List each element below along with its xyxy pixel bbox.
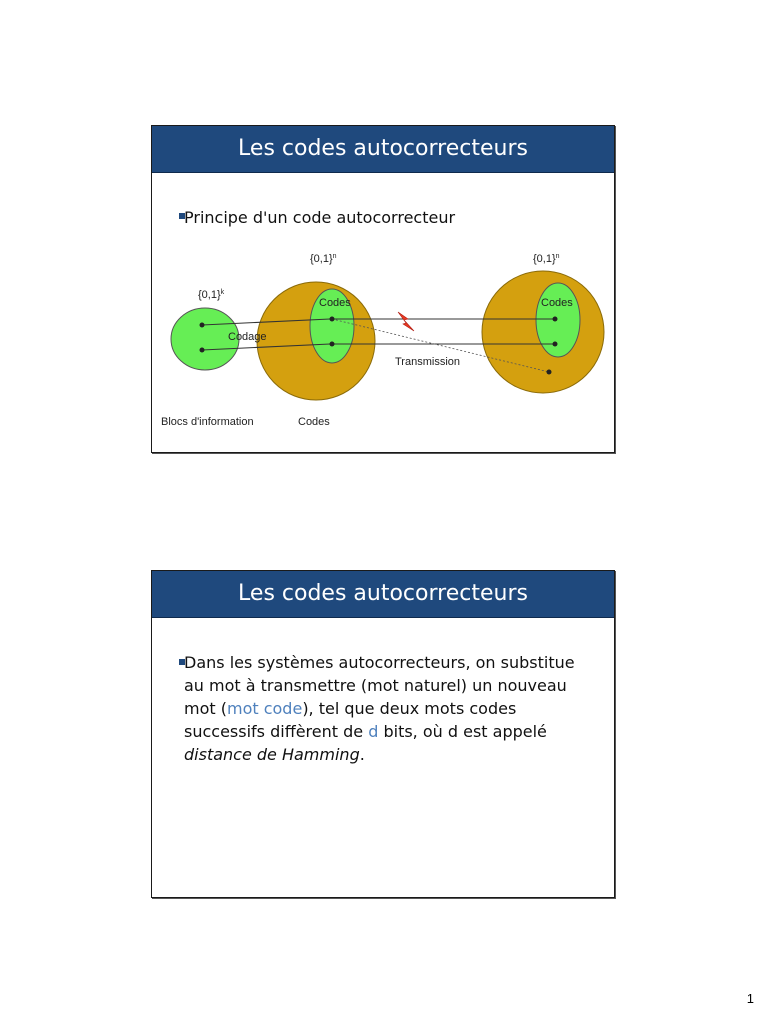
slide-title: Les codes autocorrecteurs xyxy=(152,571,614,618)
page-number: 1 xyxy=(746,991,754,1006)
blocs-label: Blocs d'information xyxy=(161,416,254,428)
point-received-1 xyxy=(553,317,558,322)
hamming-paragraph xyxy=(184,651,594,766)
set-n-label-left: $\{0,1\}^n$ xyxy=(310,253,337,265)
slide-1 xyxy=(151,125,615,453)
set-n-label-right: $\{0,1\}^n$ xyxy=(533,253,560,265)
codes-bottom-label: Codes xyxy=(298,416,330,428)
point-info-2 xyxy=(200,348,205,353)
codes-label-left: Codes xyxy=(319,297,351,309)
point-received-error xyxy=(547,370,552,375)
mot-code-highlight: mot code xyxy=(226,699,303,718)
slide-title: Les codes autocorrecteurs xyxy=(152,126,614,173)
text-after: bits, où d est appelé xyxy=(378,722,547,741)
lightning-icon xyxy=(398,312,414,331)
point-received-2 xyxy=(553,342,558,347)
text-middle: ), tel que deux mots codes successifs diffèrent de xyxy=(184,699,517,741)
point-code-1 xyxy=(330,317,335,322)
codes-label-right: Codes xyxy=(541,297,573,309)
point-info-1 xyxy=(200,323,205,328)
codes-subset-right xyxy=(536,283,580,357)
error-correcting-code-diagram xyxy=(152,236,614,446)
set-k-label: $\{0,1\}^k$ xyxy=(198,289,225,301)
bullet-text: Principe d'un code autocorrecteur xyxy=(184,208,456,227)
d-highlight: d xyxy=(368,722,379,741)
codage-label: Codage xyxy=(228,331,267,343)
text-end: . xyxy=(359,745,365,764)
point-code-2 xyxy=(330,342,335,347)
hamming-distance-term: distance de Hamming xyxy=(184,745,360,764)
text-before: Dans les systèmes autocorrecteurs, on substitue au mot à transmettre (mot naturel) un nouveau mot ( xyxy=(184,653,575,718)
transmission-label: Transmission xyxy=(395,356,460,368)
slide-2 xyxy=(151,570,615,898)
